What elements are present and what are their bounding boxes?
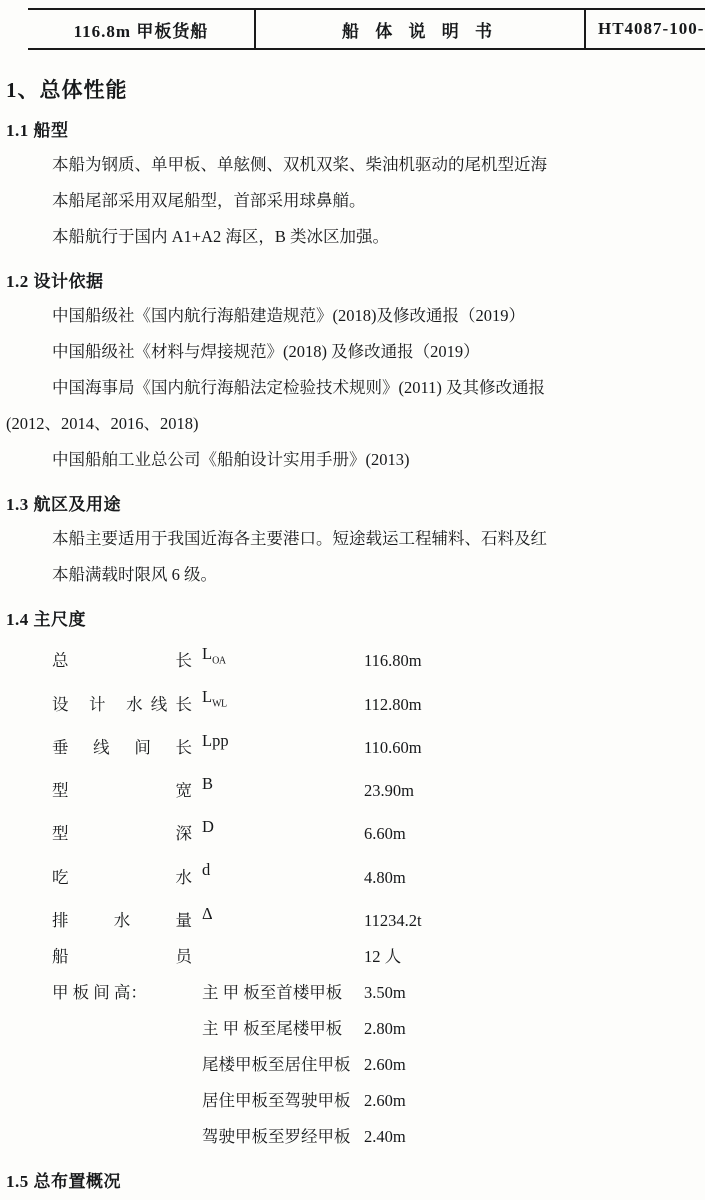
dim-symbol: B — [202, 773, 214, 793]
header-ship-name: 116.8m 甲板货船 — [28, 10, 256, 48]
deck-height-value: 2.60m — [364, 1091, 406, 1111]
dim-label: 设 计 水线长 — [52, 694, 192, 714]
table-row — [52, 896, 524, 939]
dim-label: 型 深 — [52, 824, 192, 844]
dim-symbol: $L_{WL}$ — [202, 687, 227, 710]
dim-symbol — [202, 939, 354, 975]
dim-value: 23.90m — [364, 781, 414, 801]
paragraph-1-1-line-1: 本船为钢质、单甲板、单舷侧、双机双桨、柴油机驱动的尾机型近海 — [52, 155, 547, 174]
dim-symbol: $L_{OA}$ — [202, 644, 226, 667]
deck-height-value: 2.80m — [364, 1019, 406, 1039]
header-doc-number: HT4087-100- — [598, 19, 705, 38]
table-row — [52, 939, 524, 975]
table-row — [52, 679, 524, 722]
deck-height-label: 甲 板 间 高： — [52, 983, 147, 1003]
dim-label: 总 长 — [52, 651, 192, 671]
paragraph-1-3-line-1: 本船主要适用于我国近海各主要港口。短途载运工程辅料、石料及红 — [52, 529, 547, 548]
table-row — [52, 636, 524, 679]
deck-height-value: 2.40m — [364, 1127, 406, 1147]
document-header-table — [28, 8, 705, 50]
dim-label: 排 水 量 — [52, 911, 192, 931]
dim-symbol: D — [202, 817, 214, 837]
dim-value: 112.80m — [364, 694, 422, 714]
deck-height-name: 驾驶甲板至罗经甲板 — [202, 1127, 351, 1147]
section-title-overall: 1、总体性能 — [6, 78, 128, 102]
table-row — [52, 809, 524, 852]
dim-label: 型 宽 — [52, 781, 192, 801]
dim-value: 4.80m — [364, 867, 406, 887]
table-row — [52, 1011, 524, 1047]
subsection-title-1-2: 1.2 设计依据 — [6, 272, 104, 291]
table-row — [52, 1119, 524, 1155]
paragraph-1-3-line-2: 本船满载时限风 6 级。 — [52, 565, 217, 584]
dim-label: 吃 水 — [52, 867, 192, 887]
paragraph-1-2-line-2: 中国船级社《材料与焊接规范》(2018) 及修改通报（2019） — [52, 342, 480, 361]
dim-value: 110.60m — [364, 737, 422, 757]
deck-height-name: 主 甲 板至首楼甲板 — [202, 983, 343, 1003]
subsection-title-1-1: 1.1 船型 — [6, 121, 69, 140]
dim-label: 垂 线 间 长 — [52, 737, 192, 757]
subsection-title-1-5: 1.5 总布置概况 — [6, 1172, 121, 1192]
paragraph-1-2-line-4: (2012、2014、2016、2018) — [6, 414, 199, 433]
document-body — [0, 62, 705, 1198]
paragraph-1-1-line-2: 本船尾部采用双尾船型，首部采用球鼻艏。 — [52, 191, 366, 210]
dim-label: 船 员 — [52, 947, 192, 967]
dim-value: 12 人 — [364, 947, 402, 967]
dim-value: 6.60m — [364, 824, 406, 844]
deck-height-name: 主 甲 板至尾楼甲板 — [202, 1019, 343, 1039]
dim-symbol: Δ — [202, 903, 213, 923]
deck-height-name: 尾楼甲板至居住甲板 — [202, 1055, 351, 1075]
dim-value: 116.80m — [364, 651, 422, 671]
subsection-title-1-3: 1.3 航区及用途 — [6, 495, 121, 514]
paragraph-1-2-line-3: 中国海事局《国内航行海船法定检验技术规则》(2011) 及其修改通报 — [52, 378, 546, 397]
paragraph-1-2-line-1: 中国船级社《国内航行海船建造规范》(2018)及修改通报（2019） — [52, 306, 525, 325]
subsection-title-1-4: 1.4 主尺度 — [6, 610, 86, 629]
deck-height-name: 居住甲板至驾驶甲板 — [202, 1091, 351, 1111]
table-row — [52, 852, 524, 895]
table-row — [52, 1083, 524, 1119]
table-row — [52, 766, 524, 809]
header-doc-title: 船 体 说 明 书 — [256, 10, 586, 48]
paragraph-1-1-line-3: 本船航行于国内 A1+A2 海区，B 类冰区加强。 — [52, 227, 390, 246]
table-row — [52, 1047, 524, 1083]
paragraph-1-2-line-5: 中国船舶工业总公司《船舶设计实用手册》(2013) — [52, 450, 410, 469]
table-row — [52, 723, 524, 766]
principal-dimensions-table — [52, 636, 524, 1155]
dim-value: 11234.2t — [364, 911, 422, 931]
table-row — [52, 975, 524, 1011]
deck-height-value: 2.60m — [364, 1055, 406, 1075]
deck-height-value: 3.50m — [364, 983, 406, 1003]
dim-symbol: Lpp — [202, 730, 229, 750]
dim-symbol: d — [202, 860, 211, 880]
